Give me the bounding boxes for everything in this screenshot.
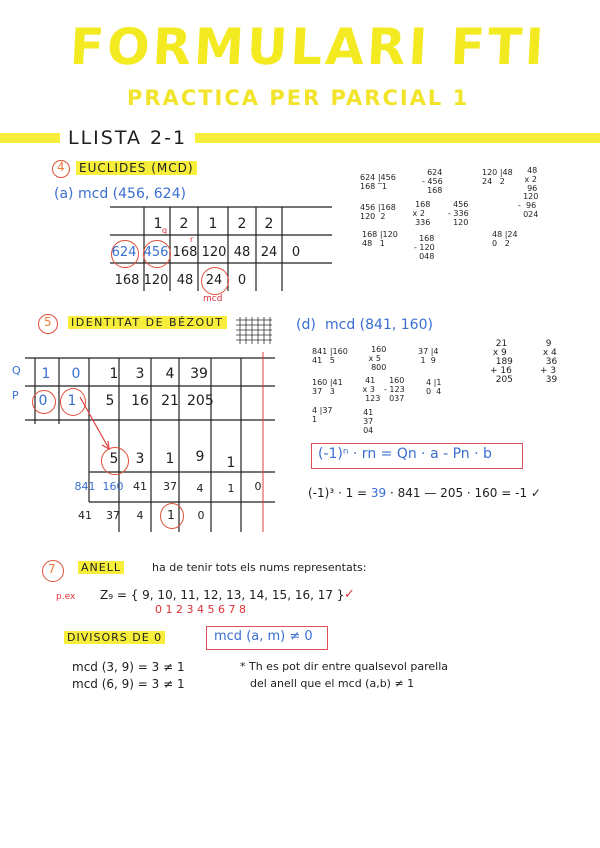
p-row-cell: 0 [38, 393, 48, 409]
quotient-cell: 9 [195, 449, 205, 465]
p-row-cell: 5 [105, 393, 115, 409]
division-work: 21 x 9 189 + 16 205 [490, 339, 513, 385]
row-a-cell: 4 [196, 482, 204, 495]
division-work: 624 |456 168 ‾1 [360, 173, 396, 191]
p-row-cell: 21 [161, 393, 179, 409]
row-a-cell: 41 [133, 480, 147, 493]
division-work: 456 |168 120 2 [360, 203, 396, 221]
bezout-check-left: (-1)³ · 1 = [308, 486, 371, 500]
row-a-cell: 24 [260, 245, 278, 260]
quotient-cell: 1 [165, 451, 175, 467]
q-label: q [162, 226, 168, 235]
ring-residues: 0 1 2 3 4 5 6 7 8 [155, 603, 246, 616]
exercise-part: (d) [296, 317, 316, 333]
grid-icon [236, 317, 272, 345]
division-work: 456 - 336 120 [448, 200, 469, 227]
division-work: 168 x 2 336 [412, 200, 431, 227]
division-work: 841 |160 41 5 [312, 347, 348, 365]
row-a-cell: 1 [227, 482, 235, 495]
row-b-cell: 1 [167, 508, 175, 522]
divisor-example: mcd (3, 9) = 3 ≠ 1 [72, 660, 185, 674]
division-work: 37 |4 1 9 [418, 347, 439, 365]
page-title: FORMULARI FTI [68, 18, 548, 76]
bezout-formula: (-1)ⁿ · rn = Qn · a - Pn · b [318, 446, 492, 462]
division-work: 120 |48 24 2 [482, 168, 513, 186]
row-b-cell: 0 [237, 273, 247, 288]
division-work: 160 x 5 800 [368, 345, 387, 372]
q-row-cell: 1 [41, 366, 51, 382]
q-row-cell: 4 [165, 366, 175, 382]
division-work: 624 - 456 168 [422, 168, 443, 195]
quotient-cell: 5 [109, 451, 119, 467]
division-work: 4 |1 0 4 [426, 378, 442, 396]
example-label: p.ex [56, 592, 76, 602]
quotient-cell: 1 [226, 455, 236, 471]
divisors-formula: mcd (a, m) ≠ 0 [214, 629, 313, 644]
anell-description: ha de tenir tots els nums representats: [152, 561, 367, 574]
bezout-check [308, 486, 541, 500]
section-heading: IDENTITAT DE BÉZOUT [68, 316, 227, 329]
row-a-cell: 168 [172, 245, 198, 260]
quotient-cell: 2 [264, 216, 274, 232]
row-b-cell: 168 [114, 273, 140, 288]
row-a-cell: 841 [74, 480, 96, 493]
division-work: 120 - 96 024 [518, 192, 539, 219]
r-label: r [190, 235, 194, 244]
row-b-cell: 4 [136, 509, 144, 522]
q-label: Q [12, 364, 21, 377]
row-b-cell: 41 [78, 509, 92, 522]
divisor-example: mcd (6, 9) = 3 ≠ 1 [72, 677, 185, 691]
p-row-cell: 16 [131, 393, 149, 409]
division-work: 160 |41 37 3 [312, 378, 343, 396]
division-work: 160 - 123 037 [384, 376, 405, 403]
row-b-cell: 48 [176, 273, 194, 288]
division-work: 168 - 120 048 [414, 234, 435, 261]
quotient-cell: 1 [153, 216, 163, 232]
exercise-expression: mcd (841, 160) [325, 317, 433, 333]
row-b-cell: 0 [197, 509, 205, 522]
quotient-cell: 3 [135, 451, 145, 467]
section-heading: ANELL [78, 561, 124, 574]
division-work: 48 x 2 96 [524, 166, 538, 193]
bezout-check-right: · 841 — 205 · 160 = -1 ✓ [390, 486, 541, 500]
q-row-cell: 3 [135, 366, 145, 382]
divisors-heading: DIVISORS DE 0 [64, 631, 165, 644]
q-row-cell: 39 [190, 366, 208, 382]
bezout-check-coef: 39 [370, 486, 387, 500]
row-a-cell: 48 [233, 245, 251, 260]
division-work: 9 x 4 36 + 3 39 [540, 339, 558, 385]
row-b-cell: 37 [106, 509, 120, 522]
division-work: 41 x 3 123 [362, 376, 381, 403]
division-work: 4 |37 1 [312, 406, 333, 424]
divisor-note: * Th es pot dir entre qualsevol parella [240, 660, 449, 673]
section-heading: EUCLIDES (MCD) [76, 161, 197, 175]
row-a-cell: 37 [163, 480, 177, 493]
section-number: 5 [44, 315, 52, 329]
quotient-cell: 1 [208, 216, 218, 232]
section-number: 4 [57, 160, 65, 174]
row-a-cell: 456 [143, 245, 169, 260]
exercise-expression: mcd (456, 624) [78, 186, 186, 202]
row-a-cell: 160 [102, 480, 124, 493]
row-a-cell: 120 [201, 245, 227, 260]
row-a-cell: 624 [111, 245, 137, 260]
p-row-cell: 1 [67, 393, 77, 409]
q-row-cell: 0 [71, 366, 81, 382]
ring-set: Z₉ = { 9, 10, 11, 12, 13, 14, 15, 16, 17 } [100, 588, 345, 602]
row-a-cell: 0 [254, 480, 262, 493]
division-work: 41 37 04 [363, 408, 374, 435]
exercise-part: (a) [54, 186, 74, 202]
quotient-cell: 2 [179, 216, 189, 232]
row-b-cell: 120 [143, 273, 169, 288]
row-a-cell: 0 [291, 245, 301, 260]
page-subtitle: PRACTICA PER PARCIAL 1 [127, 86, 470, 110]
mcd-label: mcd [203, 294, 223, 304]
division-work: 168 |120 48 1 [362, 230, 398, 248]
section-number: 7 [48, 562, 56, 576]
arrow-icon [76, 395, 116, 455]
row-b-cell: 24 [205, 273, 223, 288]
p-row-cell: 205 [187, 393, 214, 409]
p-label: P [12, 389, 19, 402]
quotient-cell: 2 [237, 216, 247, 232]
list-heading: LLISTA 2-1 [60, 127, 195, 149]
q-row-cell: 1 [109, 366, 119, 382]
divisor-note: del anell que el mcd (a,b) ≠ 1 [250, 677, 415, 690]
check-icon: ✓ [344, 587, 355, 602]
division-work: 48 |24 0 2 [492, 230, 518, 248]
